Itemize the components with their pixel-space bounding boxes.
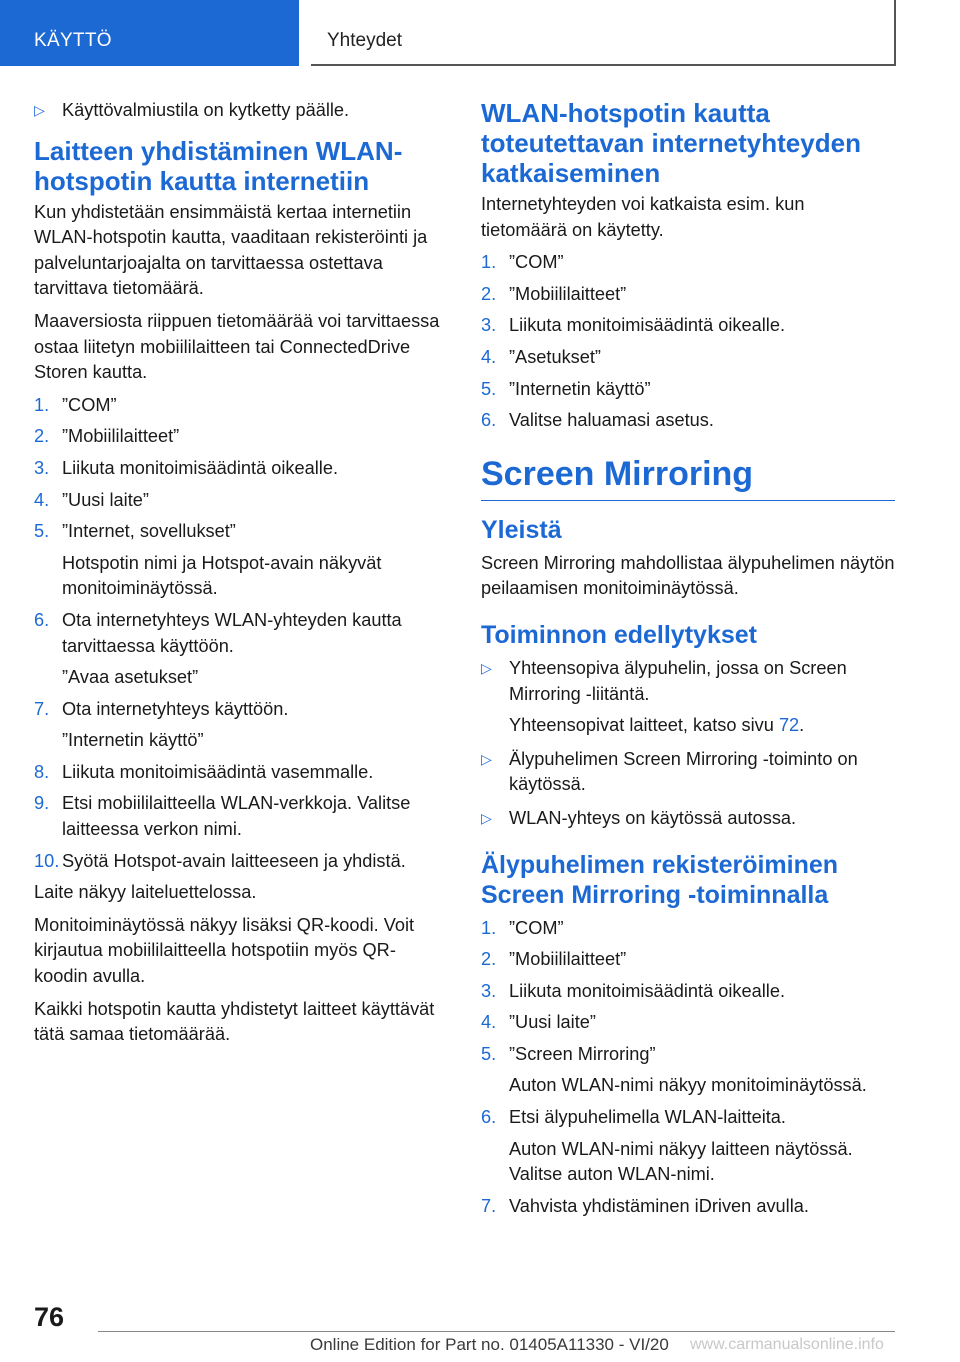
list-item: 5. ”Screen Mirroring” Auton WLAN-nimi näkyy monitoiminäytössä. [481, 1043, 867, 1096]
paragraph: Laite näkyy laiteluettelossa. [34, 882, 257, 903]
list-item: 10. Syötä Hotspot-avain laitteeseen ja yhdistä. [34, 850, 406, 871]
left-column [34, 98, 444, 1055]
list-item: 6. Valitse haluamasi asetus. [481, 410, 714, 431]
section-tab [0, 0, 299, 66]
list-item: 4. ”Uusi laite” [34, 489, 149, 510]
triangle-bullet-icon: ▷ [481, 659, 492, 676]
edition-footer: Online Edition for Part no. 01405A11330 - VI/20 [310, 1335, 669, 1354]
chapter-title-box [311, 0, 896, 66]
list-item: 4. ”Asetukset” [481, 346, 601, 367]
paragraph: Kaikki hotspotin kautta yhdistetyt laitteet käyttävät tätä samaa tietomäärää. [34, 998, 435, 1045]
right-column [481, 98, 895, 1225]
page-reference-link[interactable]: 72 [778, 715, 800, 736]
requirements-list [481, 656, 895, 832]
list-item: 1. ”COM” [34, 394, 117, 415]
triangle-bullet-icon: ▷ [481, 750, 492, 767]
list-item: 5. ”Internetin käyttö” [481, 378, 651, 399]
steps-list [481, 250, 895, 434]
paragraph: Internetyhteyden voi katkaista esim. kun tietomäärä on käytetty. [481, 194, 805, 240]
list-item: ▷ WLAN-yhteys on käytössä autossa. [481, 806, 895, 832]
steps-list [34, 393, 444, 875]
list-item: 2. ”Mobiililaitteet” [481, 283, 627, 304]
list-item: 8. Liikuta monitoimisäädintä vasemmalle. [34, 761, 374, 782]
list-item: ▷ Käyttövalmiustila on kytketty päälle. [34, 98, 444, 124]
list-item: 1. ”COM” [481, 917, 564, 938]
triangle-bullet-icon: ▷ [34, 102, 45, 118]
list-item: 9. Etsi mobiililaitteella WLAN-verkkoja. Valitse laitteessa verkon nimi. [34, 793, 411, 840]
list-item: ▷ Yhteensopiva älypuhelin, jossa on Screen Mirroring -liitäntä. Yhteensopivat laitteet, katso sivu 72. [481, 657, 847, 736]
list-item: 2. ”Mobiililaitteet” [481, 949, 627, 970]
list-item: 6. Ota internetyhteys WLAN-yhteyden kautta tarvittaessa käyttöön. ”Avaa asetukset” [34, 609, 402, 688]
chapter-title: Yhteydet [327, 30, 402, 51]
subsection-heading: Toiminnon edellytykset [481, 620, 757, 649]
list-item: 3. Liikuta monitoimisäädintä oikealle. [481, 980, 785, 1001]
list-item: 3. Liikuta monitoimisäädintä oikealle. [34, 457, 338, 478]
section-label: KÄYTTÖ [34, 30, 112, 51]
list-item: 5. ”Internet, sovellukset” Hotspotin nimi ja Hotspot-avain näkyvät monitoiminäytössä. [34, 521, 382, 599]
triangle-bullet-icon: ▷ [481, 809, 492, 826]
watermark: www.carmanualsonline.info [690, 1336, 884, 1353]
paragraph: Monitoiminäytössä näkyy lisäksi QR-koodi. Voit kirjautua mobiililaitteella hotspotiin myös QR-koodin avulla. [34, 914, 415, 987]
chapter-heading: Screen Mirroring [481, 454, 895, 501]
page-header [0, 0, 960, 66]
page-number: 76 [34, 1302, 65, 1332]
list-item: 7. Vahvista yhdistäminen iDriven avulla. [481, 1195, 809, 1216]
list-item: 7. Ota internetyhteys käyttöön. ”Internetin käyttö” [34, 698, 289, 751]
subsection-heading: Yleistä [481, 515, 562, 544]
section-heading: Laitteen yhdistäminen WLAN-hotspotin kautta internetiin [34, 135, 403, 196]
list-item: 2. ”Mobiililaitteet” [34, 426, 180, 447]
paragraph: Maaversiosta riippuen tietomäärää voi tarvittaessa ostaa liitetyn mobiililaitteen tai ConnectedDrive Storen kautta. [34, 310, 440, 383]
list-item: ▷ Älypuhelimen Screen Mirroring -toiminto on käytössä. [481, 748, 858, 795]
list-item: 3. Liikuta monitoimisäädintä oikealle. [481, 315, 785, 336]
steps-list [481, 916, 895, 1220]
section-heading: WLAN-hotspotin kautta toteutettavan internetyhteyden katkaiseminen [481, 98, 861, 188]
list-item: 4. ”Uusi laite” [481, 1012, 596, 1033]
paragraph: Screen Mirroring mahdollistaa älypuhelimen näytön peilaamisen monitoiminäytössä. [481, 552, 895, 599]
subsection-heading: Älypuhelimen rekisteröiminen Screen Mirroring -toiminnalla [481, 850, 839, 909]
paragraph: Kun yhdistetään ensimmäistä kertaa internetiin WLAN-hotspotin kautta, vaaditaan rekisteröinti ja palveluntarjoajalta on tarvittaessa ostettava tarvittava tietomäärä. [34, 201, 428, 299]
list-item: 1. ”COM” [481, 252, 564, 273]
prerequisite-list [34, 98, 444, 124]
list-item: 6. Etsi älypuhelimella WLAN-laitteita. Auton WLAN-nimi näkyy laitteen näytössä. Valitse auton WLAN-nimi. [481, 1107, 853, 1185]
footer-divider [98, 1331, 895, 1332]
